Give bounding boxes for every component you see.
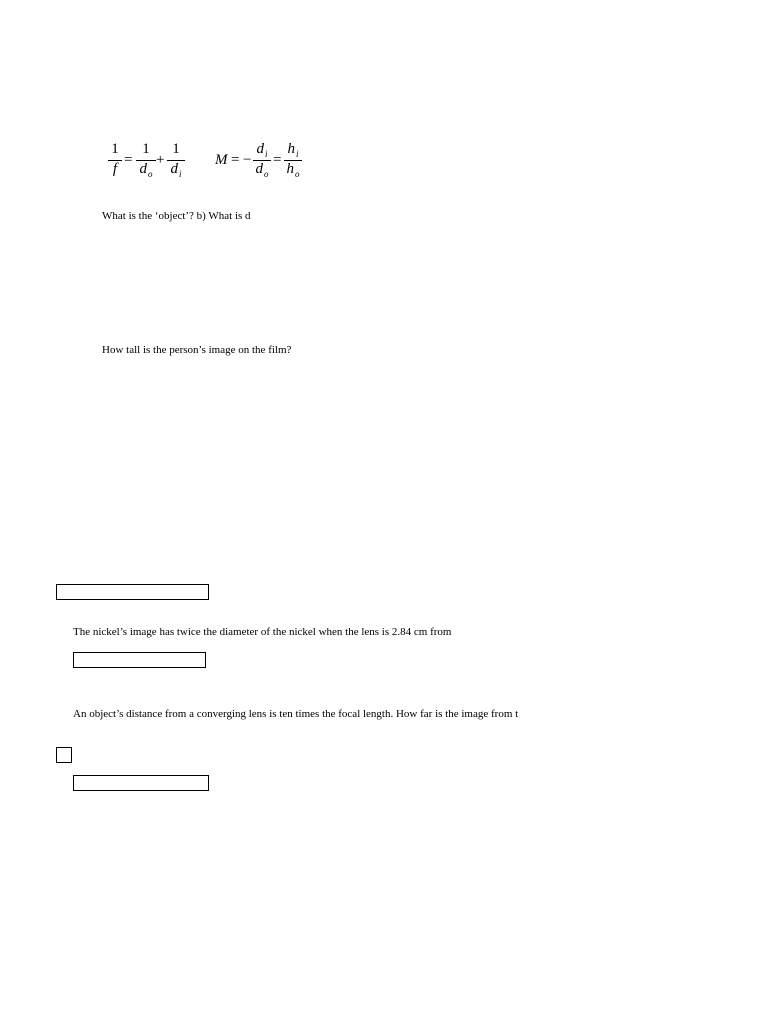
question-image-height-text: How tall is the person’s image on the film? bbox=[102, 344, 292, 356]
image-height-ratio bbox=[284, 142, 302, 182]
lens-equals-sign: = bbox=[124, 152, 133, 168]
lens-term1-denominator: $d_o$ bbox=[139, 161, 153, 179]
lens-term1-numerator: 1 bbox=[142, 141, 150, 157]
image-distance-ratio bbox=[253, 142, 271, 182]
answer-checkbox[interactable] bbox=[56, 747, 72, 763]
question-object-text: What is the ‘object’? b) What is d bbox=[102, 210, 251, 222]
ratio-denominator: $d_o$ bbox=[255, 161, 269, 179]
lens-term2-denominator: $d_i$ bbox=[170, 161, 182, 179]
question-image-distance-text: An object’s distance from a converging lens is ten times the focal length. How far is the image from t bbox=[73, 708, 519, 720]
magnification-symbol: M bbox=[215, 152, 228, 168]
lens-lhs-numerator: 1 bbox=[111, 141, 119, 157]
ratio-numerator: $d_i$ bbox=[256, 141, 268, 159]
lens-lhs-denominator: f bbox=[112, 161, 118, 177]
lens-term2-numerator: 1 bbox=[172, 141, 180, 157]
answer-input-box[interactable] bbox=[56, 584, 209, 600]
lens-lhs-fraction bbox=[108, 142, 122, 182]
answer-input-box[interactable] bbox=[73, 775, 209, 791]
height-ratio-denominator: $h_o$ bbox=[286, 161, 300, 179]
question-nickel-text: The nickel’s image has twice the diameter of the nickel when the lens is 2.84 cm from bbox=[73, 626, 452, 638]
negative-sign: − bbox=[243, 152, 252, 168]
height-ratio-numerator: $h_i$ bbox=[287, 141, 299, 159]
lens-term2-fraction bbox=[167, 142, 185, 182]
answer-input-box[interactable] bbox=[73, 652, 206, 668]
lens-term1-fraction bbox=[136, 142, 156, 182]
lens-plus-sign: + bbox=[156, 152, 165, 168]
magnification-second-equals: = bbox=[273, 152, 282, 168]
magnification-equals-sign: = bbox=[231, 152, 240, 168]
